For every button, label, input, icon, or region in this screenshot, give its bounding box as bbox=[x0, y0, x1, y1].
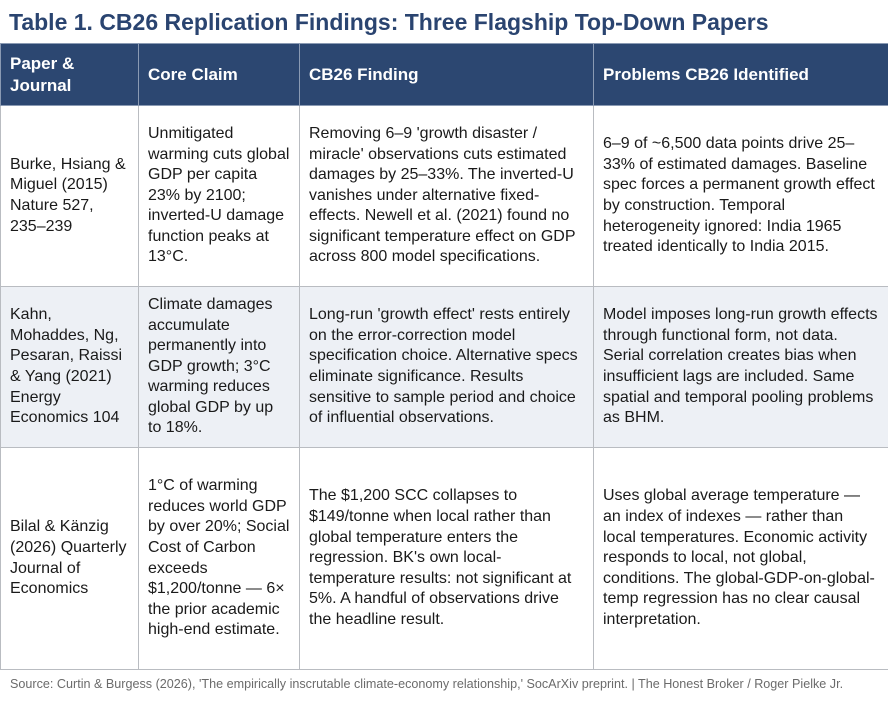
column-header-problems: Problems CB26 Identified bbox=[594, 44, 888, 106]
column-header-core-claim: Core Claim bbox=[139, 44, 300, 106]
cell-cb26-finding: Removing 6–9 'growth disaster / miracle' observations cuts estimated damages by 25–33%. The inverted-U vanishes under alternative fixed-effects. Newell et al. (2021) found no significant temperature effect on GDP across 800 model specifications. bbox=[300, 106, 594, 287]
cell-core-claim: Unmitigated warming cuts global GDP per capita 23% by 2100; inverted-U damage function peaks at 13°C. bbox=[139, 106, 300, 287]
table-header-row bbox=[1, 44, 888, 106]
cell-problems: 6–9 of ~6,500 data points drive 25–33% of estimated damages. Baseline spec forces a permanent growth effect by construction. Temporal heterogeneity ignored: India 1965 treated identically to India 2015. bbox=[594, 106, 888, 287]
column-header-paper: Paper & Journal bbox=[1, 44, 139, 106]
table-title: Table 1. CB26 Replication Findings: Three Flagship Top-Down Papers bbox=[9, 9, 769, 35]
cell-cb26-finding: Long-run 'growth effect' rests entirely on the error-correction model specification choice. Alternative specs eliminate significance. Results sensitive to sample period and choice of influential observations. bbox=[300, 287, 594, 448]
cell-paper: Bilal & Känzig (2026) Quarterly Journal of Economics bbox=[1, 448, 139, 670]
table-row bbox=[1, 448, 888, 670]
cell-problems: Uses global average temperature — an index of indexes — rather than local temperatures. Economic activity responds to local, not global, conditions. The global-GDP-on-global-temp regression has no clear causal interpretation. bbox=[594, 448, 888, 670]
cell-core-claim: 1°C of warming reduces world GDP by over 20%; Social Cost of Carbon exceeds $1,200/tonne — 6× the prior academic high-end estimate. bbox=[139, 448, 300, 670]
cell-paper: Kahn, Mohaddes, Ng, Pesaran, Raissi & Yang (2021) Energy Economics 104 bbox=[1, 287, 139, 448]
table-row bbox=[1, 287, 888, 448]
cell-problems: Model imposes long-run growth effects through functional form, not data. Serial correlation creates bias when insufficient lags are included. Same spatial and temporal pooling problems as BHM. bbox=[594, 287, 888, 448]
cell-paper: Burke, Hsiang & Miguel (2015) Nature 527, 235–239 bbox=[1, 106, 139, 287]
column-header-cb26-finding: CB26 Finding bbox=[300, 44, 594, 106]
cell-cb26-finding: The $1,200 SCC collapses to $149/tonne when local rather than global temperature enters the regression. BK's own local-temperature results: not significant at 5%. A handful of observations drive the headline result. bbox=[300, 448, 594, 670]
source-note: Source: Curtin & Burgess (2026), 'The empirically inscrutable climate-economy relationship,' SocArXiv preprint. | The Honest Broker / Roger Pielke Jr. bbox=[10, 677, 844, 691]
cell-core-claim: Climate damages accumulate permanently into GDP growth; 3°C warming reduces global GDP by up to 18%. bbox=[139, 287, 300, 448]
findings-table bbox=[0, 43, 888, 670]
table-row bbox=[1, 106, 888, 287]
